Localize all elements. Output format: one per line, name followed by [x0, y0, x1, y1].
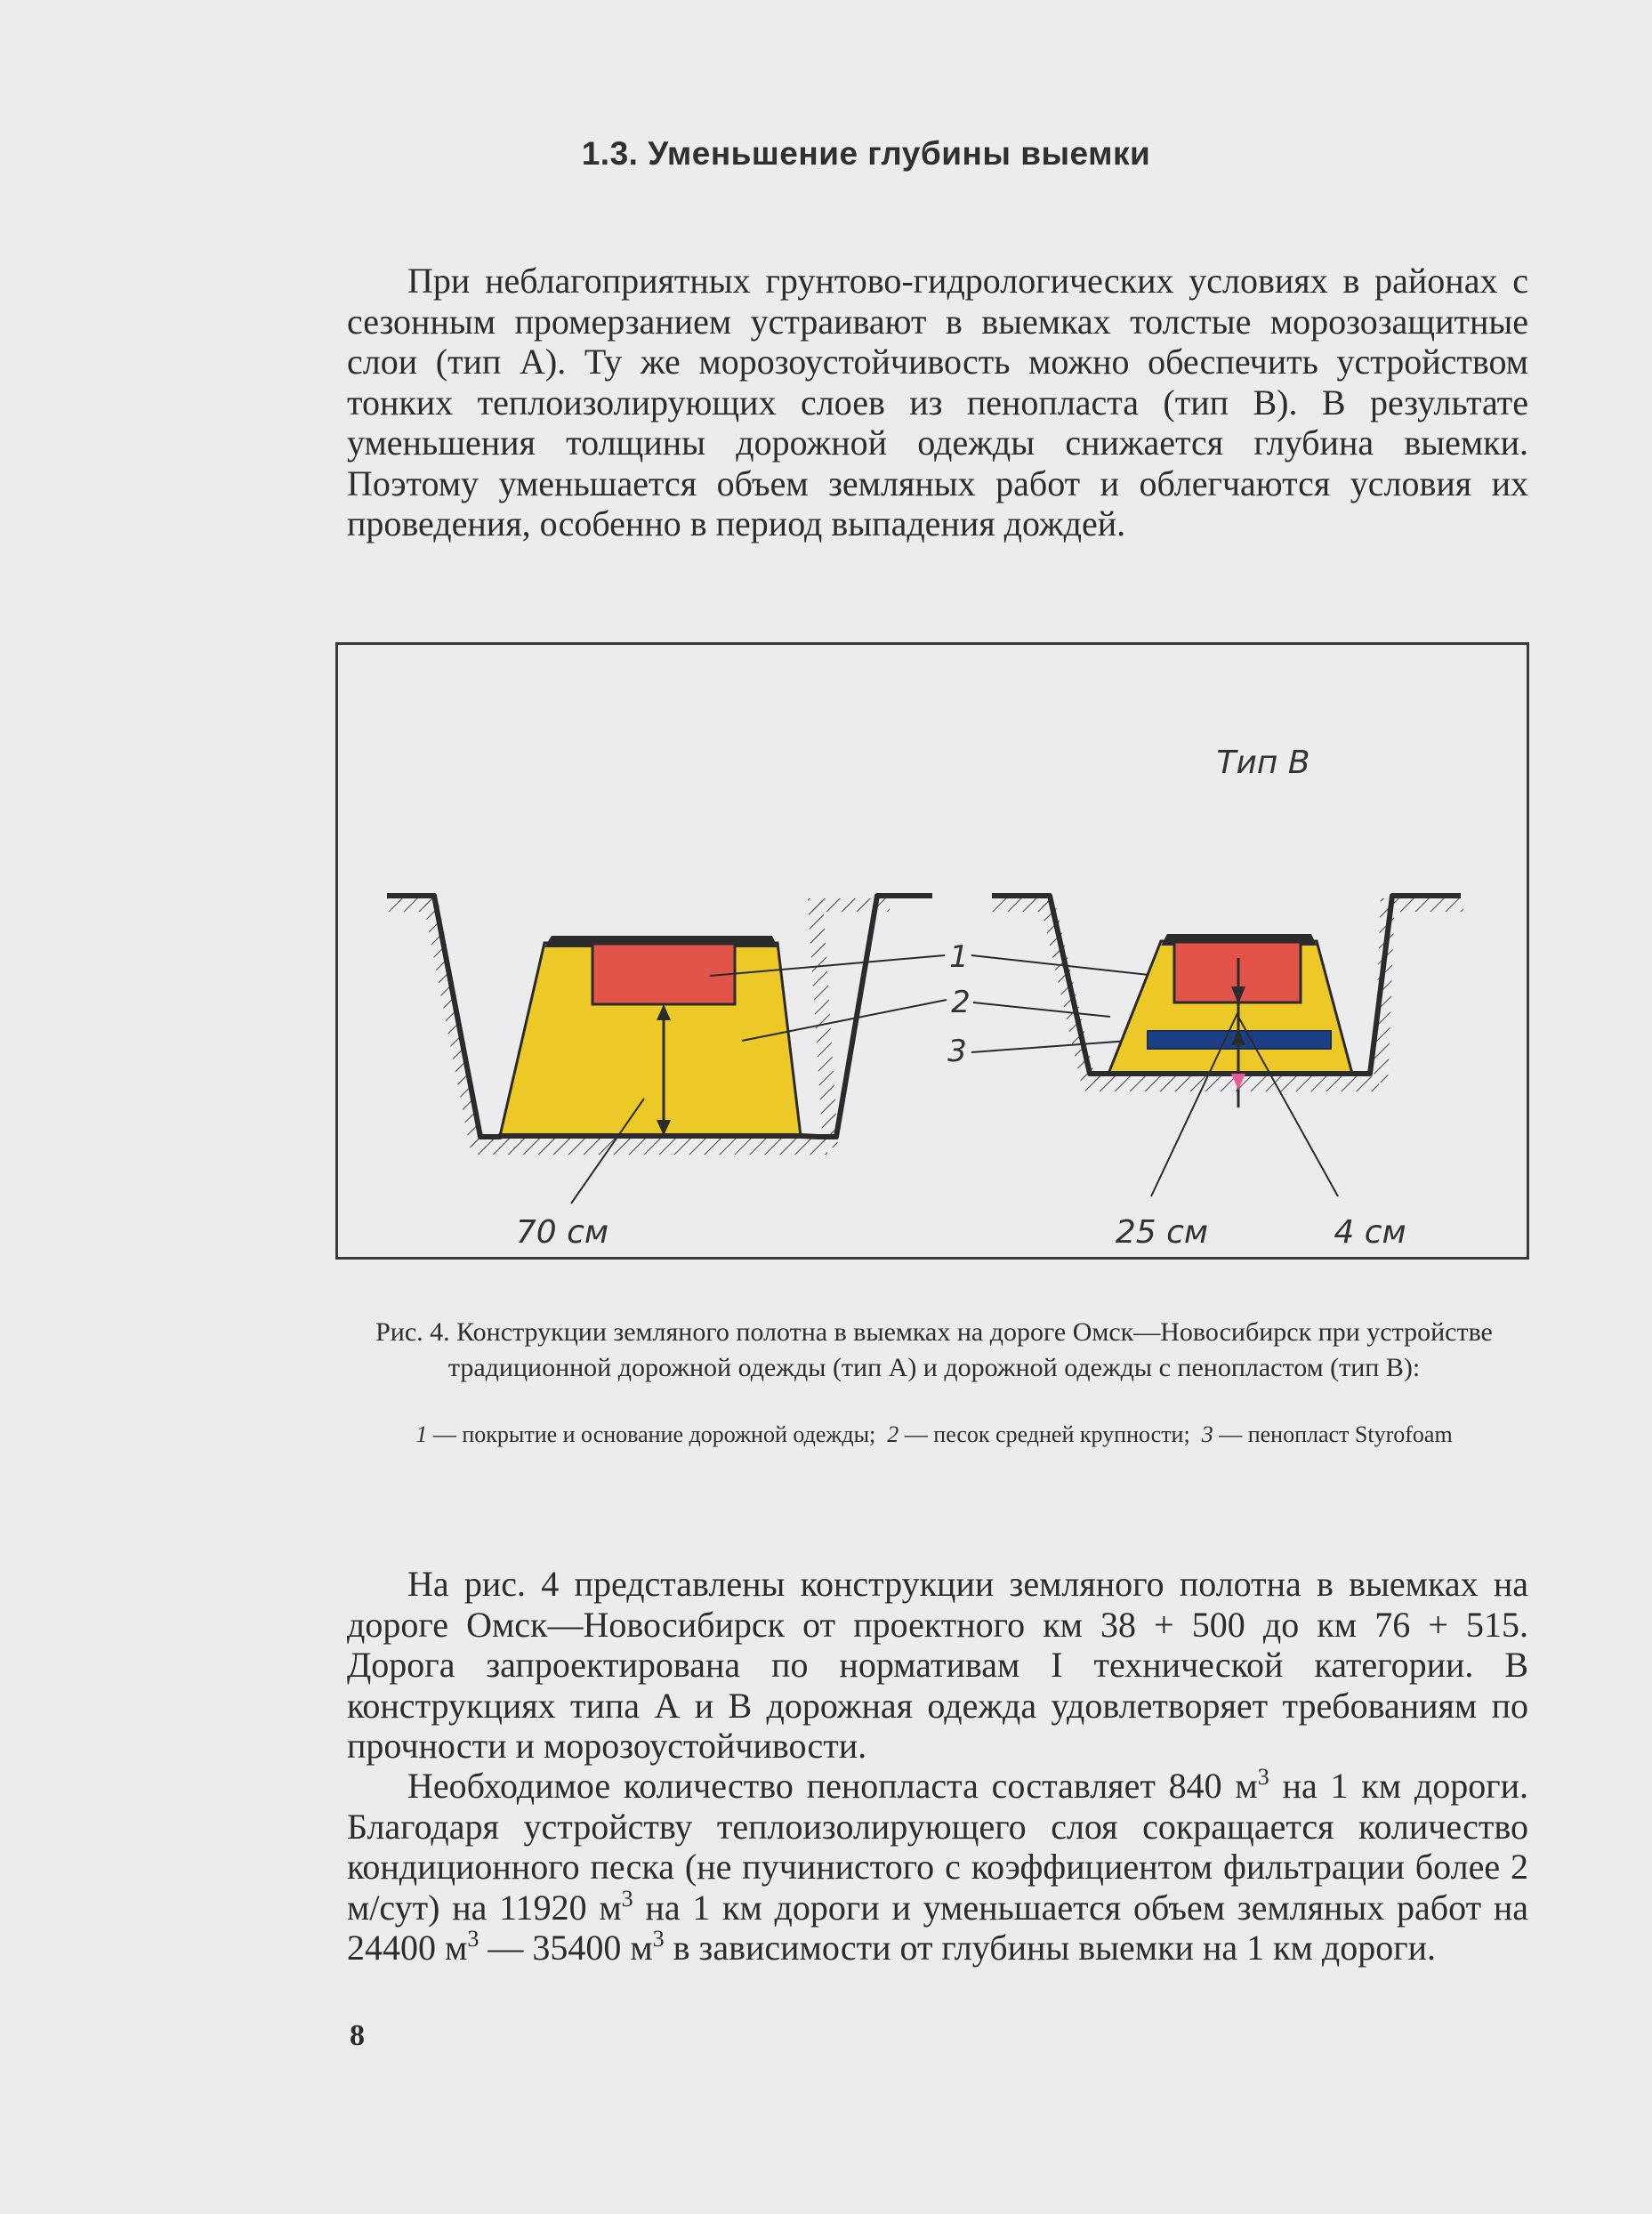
- intro-paragraph: При неблагоприятных грунтово-гидрологических условиях в районах с сезонным промерзанием устраивают в выемках толстые морозозащитные слои (тип А). Ту же морозоустойчивость можно обеспечить устройством тонких теплоизолирующих слоев из пенопласта (тип В). В результате уменьшения толщины дорожной одежды снижается глубина выемки. Поэтому уменьшается объем земляных работ и облегчаются условия их проведения, особенно в период выпадения дождей.: [347, 261, 1528, 543]
- cross-section-diagram: [338, 645, 1527, 1257]
- figure-4: [335, 642, 1529, 1260]
- p3-part2: на 1 км дороги. Благодаря устройству теплоизолирующего слоя сокращается количество кондиционного песка (не пучинистого с коэффициентом фильтрации более 2 м/сут) на 11920 м: [347, 1766, 1529, 1928]
- type-a-pavement-block: [592, 944, 735, 1004]
- p3-sup3: 3: [467, 1926, 479, 1952]
- dim-70cm-label: 70 см: [515, 1214, 609, 1251]
- figure-legend: [338, 1418, 1530, 1452]
- legend-1-number: 1: [415, 1421, 428, 1447]
- p3-part3: на 1 км дороги и уменьшается объем земляных работ на 24400 м: [347, 1887, 1528, 1968]
- p3-part1: Необходимое количество пенопласта составляет 840 м: [407, 1766, 1258, 1806]
- p3-part4: — 35400 м: [479, 1928, 653, 1968]
- p3-sup2: 3: [621, 1885, 633, 1912]
- legend-2-number: 2: [887, 1421, 899, 1447]
- p3-part5: в зависимости от глубины выемки на 1 км дороги.: [664, 1928, 1437, 1968]
- callout-1: 1: [949, 939, 969, 975]
- callout-3: 3: [947, 1034, 967, 1069]
- page-title: 1.3. Уменьшение глубины выемки: [581, 135, 1151, 172]
- legend-1-text: — покрытие и основание дорожной одежды;: [427, 1421, 876, 1447]
- p3-sup1: 3: [1257, 1764, 1269, 1790]
- dim-4cm-label: 4 см: [1334, 1214, 1406, 1251]
- p3-sup4: 3: [652, 1926, 665, 1952]
- body-paragraph-1: На рис. 4 представлены конструкции земляного полотна в выемках на дороге Омск—Новосибирск от проектного км 38 + 500 до км 76 + 515. Дорога запроектирована по нормативам I технической категории. В конструкциях типа А и В дорожная одежда удовлетворяет требованиям по прочности и морозоустойчивости.: [347, 1564, 1528, 1766]
- legend-3-number: 3: [1201, 1421, 1213, 1447]
- figure-caption: Рис. 4. Конструкции земляного полотна в выемках на дороге Омск—Новосибирск при устройстве традиционной дорожной одежды (тип А) и дорожной одежды с пенопластом (тип В):: [375, 1317, 1493, 1382]
- legend-3-text: — пенопласт Styrofoam: [1213, 1421, 1453, 1447]
- type-b-label: Тип В: [1216, 745, 1310, 781]
- body-paragraph-2: [347, 1766, 1528, 1968]
- legend-2-text: — песок средней крупности;: [899, 1421, 1190, 1447]
- page-number: 8: [350, 2019, 365, 2052]
- callout-2: 2: [951, 985, 971, 1020]
- dim-25cm-label: 25 см: [1115, 1214, 1209, 1251]
